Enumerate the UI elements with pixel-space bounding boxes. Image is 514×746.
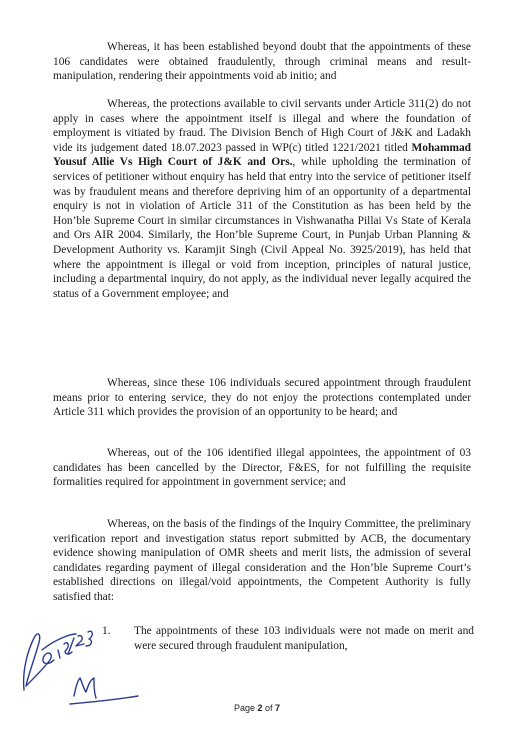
paragraph-2-text: Whereas, the protections available to civil servants under Article 311(2) do not apply in cases where the appointment itself is illegal and where the foundation of employment is vitiated by fraud. The Division Bench of High Court of J&K and Ladakh vide its judgement dated 18.07.2023 passed in WP(c) titled 1221/2021 titled xyxy=(53,98,471,154)
paragraph-4: Whereas, out of the 106 identified illegal appointees, the appointment of 03 candidates has been cancelled by the Director, F&ES, for not fulfilling the requisite formalities required for appointment in government service; and xyxy=(53,447,471,489)
footer-middle: of xyxy=(262,703,276,713)
list-item-text: The appointments of these 103 individuals were not made on merit and were secured through fraudulent manipulation, xyxy=(134,625,474,652)
footer-prefix: Page xyxy=(233,703,258,713)
paragraph-2-text-cont: , while upholding the termination of services of petitioner without enquiry has held that entry into the service of petitioner itself was by fraudulent means and therefore depriving him of an opportunity of a departmental enquiry is not in violation of Article 311 of the Constitution as has been held by the Hon’ble Supreme Court in similar circumstances in Vishwanatha Pillai Vs State of Kerala and Ors AIR 2004. Similarly, the Hon’ble Supreme Court, in Punjab Urban Planning & Development Authority vs. Karamjit Singh (Civil Appeal No. 3925/2019), has held that where the appointment is illegal or void from inception, principles of natural justice, including a departmental inquiry, do not apply, as the individual never legally acquired the status of a Government employee; and xyxy=(53,156,471,300)
page-footer xyxy=(0,703,514,713)
handwritten-signature xyxy=(14,620,154,730)
current-page-number: 2 xyxy=(257,703,263,713)
list-item-number: 1. xyxy=(102,625,111,637)
paragraph-3: Whereas, since these 106 individuals secured appointment through fraudulent means prior to entering service, they do not enjoy the protections contemplated under Article 311 which provides the provision of an opportunity to be heard; and xyxy=(53,377,471,419)
paragraph-1: Whereas, it has been established beyond doubt that the appointments of these 106 candidates were obtained fraudulently, through criminal means and result-manipulation, rendering their appointments void ab initio; and xyxy=(53,41,471,83)
total-page-number: 7 xyxy=(275,703,281,713)
paragraph-2 xyxy=(53,97,471,301)
paragraph-5: Whereas, on the basis of the findings of the Inquiry Committee, the preliminary verification report and investigation status report submitted by ACB, the documentary evidence showing manipulation of OMR sheets and merit lists, the admission of several candidates regarding payment of illegal consideration and the Hon’ble Supreme Court’s established directions on illegal/void appointments, the Competent Authority is fully satisfied that: xyxy=(53,518,471,603)
case-title: Mohammad Yousuf Allie Vs High Court of J&K and Ors. xyxy=(53,141,471,169)
list-item xyxy=(102,624,474,653)
